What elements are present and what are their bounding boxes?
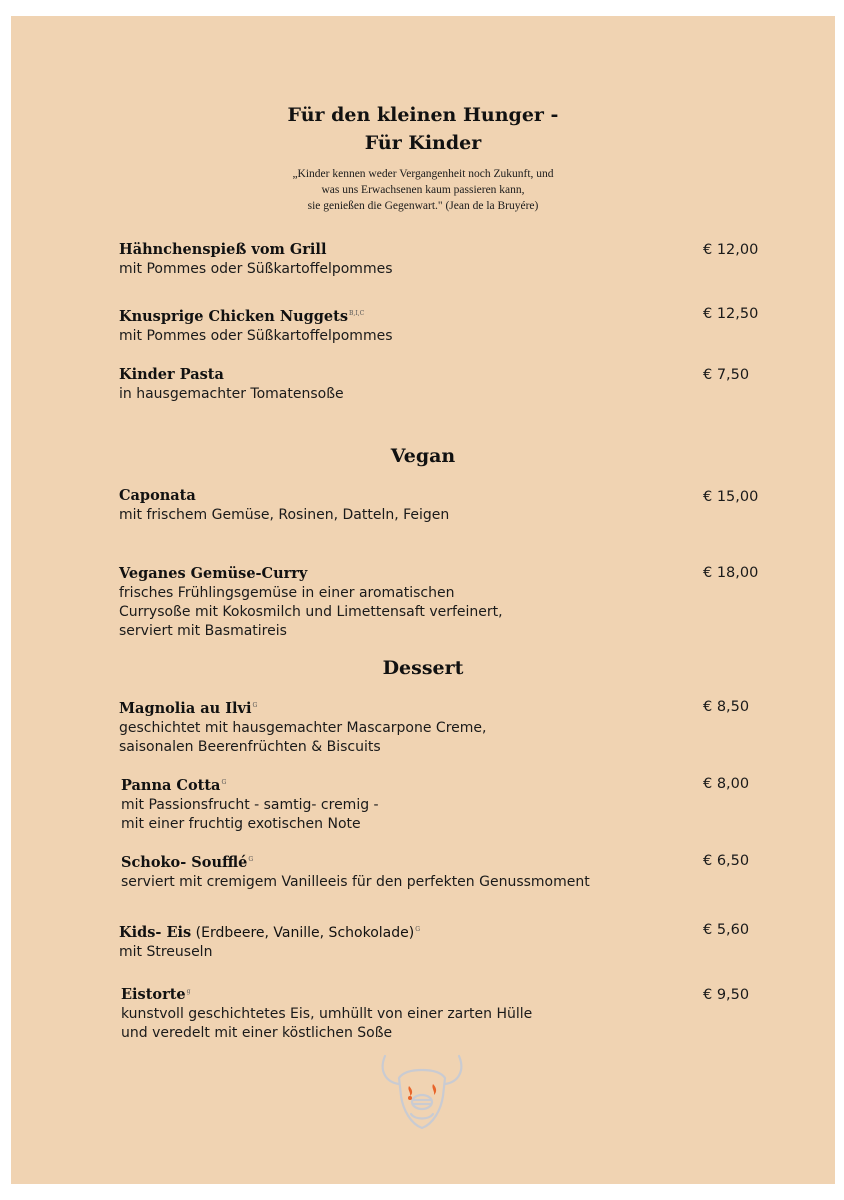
- menu-item-eistorte: [121, 982, 681, 1043]
- section-title-kids-line2: Für Kinder: [364, 132, 482, 154]
- menu-item-panna-cotta: [121, 773, 681, 834]
- item-name-text: Eistorte: [121, 986, 186, 1003]
- item-description: serviert mit cremigem Vanilleeis für den perfekten Genussmoment: [121, 874, 590, 890]
- item-name-text: Panna Cotta: [121, 777, 221, 794]
- item-name-text: Knusprige Chicken Nuggets: [119, 308, 348, 325]
- item-description: geschichtet mit hausgemachter Mascarpone Creme,: [119, 720, 487, 736]
- allergen-marker: G: [248, 856, 254, 863]
- section-title-kids-line1: Für den kleinen Hunger -: [287, 104, 559, 126]
- quote: [11, 166, 835, 214]
- item-name: Hähnchenspieß vom Grill: [119, 241, 327, 258]
- item-price: € 5,60: [703, 922, 750, 938]
- item-name: [121, 773, 681, 796]
- item-description: serviert mit Basmatireis: [119, 623, 287, 639]
- item-price: € 15,00: [703, 489, 759, 505]
- allergen-marker: G: [252, 702, 258, 709]
- item-description: Currysoße mit Kokosmilch und Limettensaft verfeinert,: [119, 604, 503, 620]
- item-description: mit frischem Gemüse, Rosinen, Datteln, Feigen: [119, 507, 450, 523]
- item-name-text: Magnolia au Ilvi: [119, 700, 252, 717]
- item-name: [119, 696, 679, 719]
- allergen-marker: g: [186, 988, 191, 995]
- allergen-marker: G: [221, 779, 227, 786]
- item-description: mit Pommes oder Süßkartoffelpommes: [119, 261, 393, 277]
- item-description: frisches Frühlingsgemüse in einer aromatischen: [119, 585, 455, 601]
- item-name: Kinder Pasta: [119, 366, 224, 383]
- item-name: [119, 304, 679, 327]
- item-description: in hausgemachter Tomatensoße: [119, 386, 344, 402]
- menu-item-kids-eis: [119, 920, 679, 962]
- item-description: mit Streuseln: [119, 944, 213, 960]
- menu-item-kinder-pasta: [119, 365, 679, 404]
- item-price: € 18,00: [703, 565, 759, 581]
- item-description: saisonalen Beerenfrüchten & Biscuits: [119, 739, 381, 755]
- item-flavors: (Erdbeere, Vanille, Schokolade): [191, 925, 415, 941]
- menu-page: [11, 16, 835, 1184]
- allergen-marker: B,I,C: [349, 310, 365, 317]
- section-title-dessert: Dessert: [382, 657, 464, 679]
- section-title-vegan: Vegan: [390, 445, 456, 467]
- item-description: kunstvoll geschichtetes Eis, umhüllt von einer zarten Hülle: [121, 1006, 533, 1022]
- allergen-marker: G: [415, 926, 420, 933]
- menu-item-gemuese-curry: [119, 564, 679, 641]
- item-name-text: Schoko- Soufflé: [121, 854, 248, 871]
- menu-item-haehnchenspiess: [119, 240, 679, 279]
- item-description: mit einer fruchtig exotischen Note: [121, 816, 361, 832]
- item-price: € 9,50: [703, 987, 750, 1003]
- item-price: € 6,50: [703, 853, 750, 869]
- menu-item-magnolia: [119, 696, 679, 757]
- item-price: € 8,50: [703, 699, 750, 715]
- item-price: € 7,50: [703, 367, 750, 383]
- menu-item-chicken-nuggets: [119, 304, 679, 346]
- bull-head-grill-logo-icon: [377, 1052, 467, 1134]
- menu-item-schoko-souffle: [121, 850, 721, 892]
- item-name: [121, 982, 681, 1005]
- item-name: [121, 850, 721, 873]
- quote-line: sie genießen die Gegenwart." (Jean de la Bruyére): [307, 200, 539, 212]
- item-name: Veganes Gemüse-Curry: [119, 565, 308, 582]
- item-price: € 12,50: [703, 306, 759, 322]
- item-name: Caponata: [119, 487, 196, 504]
- item-description: mit Pommes oder Süßkartoffelpommes: [119, 328, 393, 344]
- item-description: und veredelt mit einer köstlichen Soße: [121, 1025, 393, 1041]
- menu-item-caponata: [119, 486, 679, 525]
- quote-line: was uns Erwachsenen kaum passieren kann,: [321, 184, 525, 196]
- quote-line: „Kinder kennen weder Vergangenheit noch Zukunft, und: [292, 168, 554, 180]
- item-price: € 8,00: [703, 776, 750, 792]
- item-description: mit Passionsfrucht - samtig- cremig -: [121, 797, 379, 813]
- item-price: € 12,00: [703, 242, 759, 258]
- item-name: [119, 920, 679, 943]
- item-name-text: Kids- Eis: [119, 924, 192, 941]
